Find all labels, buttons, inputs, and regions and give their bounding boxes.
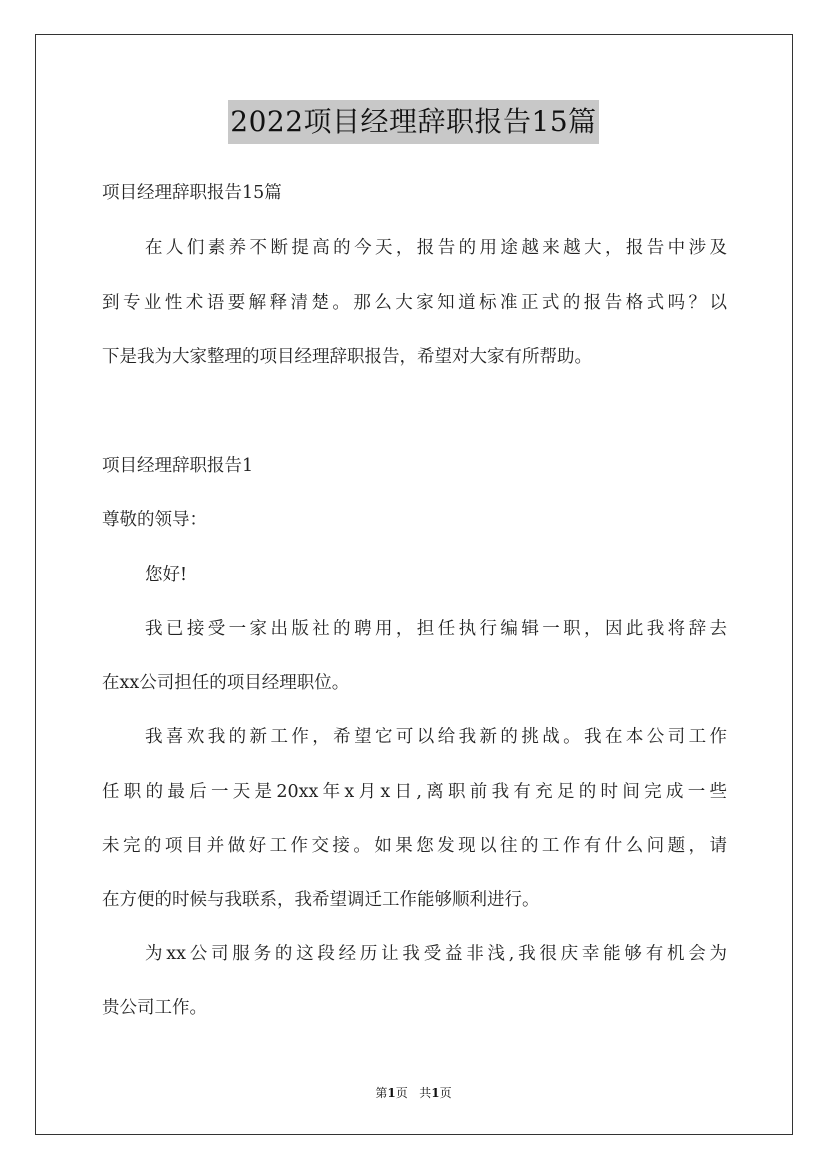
para3-line-1: 为xx公司服务的这段经历让我受益非浅,我很庆幸能够有机会为 bbox=[145, 944, 727, 964]
intro-line-3: 下是我为大家整理的项目经理辞职报告，希望对大家有所帮助。 bbox=[102, 347, 592, 367]
salutation: 尊敬的领导： bbox=[102, 510, 207, 530]
greeting: 您好! bbox=[145, 565, 188, 585]
page-prefix: 第 bbox=[375, 1086, 388, 1100]
para1-line-1: 我已接受一家出版社的聘用，担任执行编辑一职，因此我将辞去 bbox=[145, 619, 727, 639]
document-title: 2022项目经理辞职报告15篇 bbox=[228, 100, 598, 144]
section-heading: 项目经理辞职报告1 bbox=[102, 456, 254, 476]
para2-line-4: 在方便的时候与我联系，我希望调迁工作能够顺利进行。 bbox=[102, 890, 540, 910]
total-suffix: 页 bbox=[439, 1086, 452, 1100]
total-pages: 1 bbox=[431, 1086, 440, 1100]
intro-line-2: 到专业性术语要解释清楚。那么大家知道标准正式的报告格式吗？以 bbox=[102, 293, 727, 313]
page-suffix: 页 bbox=[395, 1086, 408, 1100]
intro-line-1: 在人们素养不断提高的今天，报告的用途越来越大，报告中涉及 bbox=[145, 238, 727, 258]
page-footer bbox=[0, 1084, 827, 1101]
para2-line-3: 未完的项目并做好工作交接。如果您发现以往的工作有什么问题，请 bbox=[102, 836, 727, 856]
para2-line-2: 任职的最后一天是20xx年x月x日,离职前我有充足的时间完成一些 bbox=[102, 782, 727, 802]
page-number: 1 bbox=[387, 1086, 396, 1100]
para1-line-2: 在xx公司担任的项目经理职位。 bbox=[102, 673, 350, 693]
title-container bbox=[0, 100, 827, 144]
para3-line-2: 贵公司工作。 bbox=[102, 998, 207, 1018]
para2-line-1: 我喜欢我的新工作，希望它可以给我新的挑战。我在本公司工作 bbox=[145, 727, 727, 747]
total-prefix: 共 bbox=[419, 1086, 432, 1100]
document-subtitle: 项目经理辞职报告15篇 bbox=[102, 183, 282, 203]
